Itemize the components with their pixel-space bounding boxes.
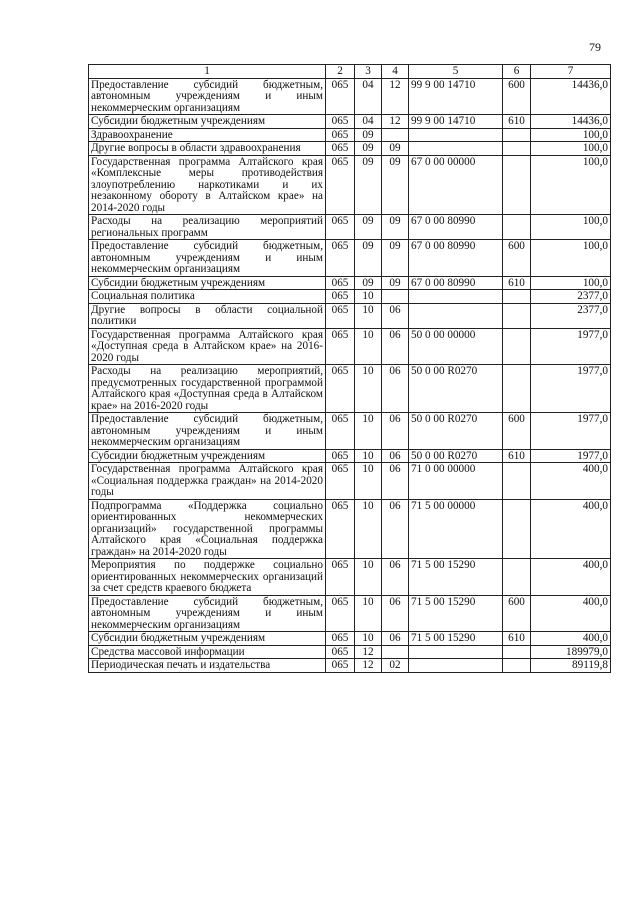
target-article-cell: 50 0 00 00000 bbox=[409, 328, 503, 365]
table-row bbox=[89, 142, 611, 156]
admin-code-cell: 065 bbox=[326, 659, 355, 673]
section-code-cell: 09 bbox=[355, 155, 382, 215]
amount-cell: 400,0 bbox=[531, 632, 611, 646]
row-name-cell: Субсидии бюджетным учреждениям bbox=[89, 632, 326, 646]
section-code-cell: 10 bbox=[355, 290, 382, 304]
amount-cell: 1977,0 bbox=[531, 328, 611, 365]
section-code-cell: 10 bbox=[355, 328, 382, 365]
row-name-cell: Здравоохранение bbox=[89, 128, 326, 142]
row-name-cell: Средства массовой информации bbox=[89, 645, 326, 659]
amount-cell: 100,0 bbox=[531, 240, 611, 277]
target-article-cell bbox=[409, 659, 503, 673]
subsection-code-cell: 06 bbox=[382, 365, 409, 413]
amount-cell: 100,0 bbox=[531, 142, 611, 156]
row-name-cell: Государственная программа Алтайского края «Социальная поддержка граждан» на 2014-2020 годы bbox=[89, 463, 326, 500]
admin-code-cell: 065 bbox=[326, 632, 355, 646]
subsection-code-cell: 06 bbox=[382, 499, 409, 559]
section-code-cell: 12 bbox=[355, 659, 382, 673]
admin-code-cell: 065 bbox=[326, 595, 355, 632]
section-code-cell: 10 bbox=[355, 499, 382, 559]
expense-type-cell bbox=[503, 142, 531, 156]
table-row bbox=[89, 328, 611, 365]
table-row bbox=[89, 595, 611, 632]
amount-cell: 1977,0 bbox=[531, 413, 611, 450]
amount-cell: 2377,0 bbox=[531, 303, 611, 328]
admin-code-cell: 065 bbox=[326, 276, 355, 290]
row-name-cell: Государственная программа Алтайского края «Доступная среда в Алтайском крае» на 2016-2020 годы bbox=[89, 328, 326, 365]
row-name-cell: Государственная программа Алтайского края «Комплексные меры противодействия злоупотреблению наркотиками и их незаконному обороту в Алтайском крае» на 2014-2020 годы bbox=[89, 155, 326, 215]
section-code-cell: 10 bbox=[355, 559, 382, 596]
amount-cell: 2377,0 bbox=[531, 290, 611, 304]
section-code-cell: 10 bbox=[355, 413, 382, 450]
target-article-cell: 67 0 00 80990 bbox=[409, 276, 503, 290]
expense-type-cell bbox=[503, 155, 531, 215]
header-cell: 2 bbox=[326, 65, 355, 79]
amount-cell: 100,0 bbox=[531, 155, 611, 215]
subsection-code-cell: 06 bbox=[382, 463, 409, 500]
admin-code-cell: 065 bbox=[326, 128, 355, 142]
expense-type-cell bbox=[503, 215, 531, 240]
subsection-code-cell: 12 bbox=[382, 78, 409, 115]
table-row bbox=[89, 78, 611, 115]
subsection-code-cell: 09 bbox=[382, 240, 409, 277]
target-article-cell bbox=[409, 128, 503, 142]
row-name-cell: Периодическая печать и издательства bbox=[89, 659, 326, 673]
target-article-cell: 99 9 00 14710 bbox=[409, 115, 503, 129]
table-row bbox=[89, 645, 611, 659]
target-article-cell: 71 5 00 15290 bbox=[409, 595, 503, 632]
table-row bbox=[89, 128, 611, 142]
subsection-code-cell: 12 bbox=[382, 115, 409, 129]
table-row bbox=[89, 240, 611, 277]
admin-code-cell: 065 bbox=[326, 240, 355, 277]
target-article-cell bbox=[409, 303, 503, 328]
amount-cell: 1977,0 bbox=[531, 449, 611, 463]
row-name-cell: Субсидии бюджетным учреждениям bbox=[89, 276, 326, 290]
section-code-cell: 10 bbox=[355, 595, 382, 632]
subsection-code-cell: 06 bbox=[382, 559, 409, 596]
section-code-cell: 04 bbox=[355, 115, 382, 129]
target-article-cell: 67 0 00 80990 bbox=[409, 215, 503, 240]
row-name-cell: Субсидии бюджетным учреждениям bbox=[89, 449, 326, 463]
row-name-cell: Субсидии бюджетным учреждениям bbox=[89, 115, 326, 129]
header-cell: 1 bbox=[89, 65, 326, 79]
amount-cell: 1977,0 bbox=[531, 365, 611, 413]
table-row bbox=[89, 155, 611, 215]
row-name-cell: Предоставление субсидий бюджетным, автономным учреждениям и иным некоммерческим организациям bbox=[89, 595, 326, 632]
amount-cell: 400,0 bbox=[531, 499, 611, 559]
table-header-row bbox=[89, 65, 611, 79]
subsection-code-cell: 06 bbox=[382, 303, 409, 328]
row-name-cell: Предоставление субсидий бюджетным, автономным учреждениям и иным некоммерческим организациям bbox=[89, 240, 326, 277]
subsection-code-cell: 09 bbox=[382, 276, 409, 290]
admin-code-cell: 065 bbox=[326, 290, 355, 304]
header-cell: 6 bbox=[503, 65, 531, 79]
section-code-cell: 09 bbox=[355, 128, 382, 142]
expense-type-cell: 600 bbox=[503, 240, 531, 277]
subsection-code-cell bbox=[382, 645, 409, 659]
expense-type-cell: 600 bbox=[503, 413, 531, 450]
section-code-cell: 10 bbox=[355, 365, 382, 413]
target-article-cell: 50 0 00 R0270 bbox=[409, 413, 503, 450]
amount-cell: 100,0 bbox=[531, 276, 611, 290]
budget-table bbox=[88, 64, 611, 673]
row-name-cell: Предоставление субсидий бюджетным, автономным учреждениям и иным некоммерческим организациям bbox=[89, 413, 326, 450]
section-code-cell: 04 bbox=[355, 78, 382, 115]
section-code-cell: 10 bbox=[355, 463, 382, 500]
header-cell: 5 bbox=[409, 65, 503, 79]
row-name-cell: Предоставление субсидий бюджетным, автономным учреждениям и иным некоммерческим организациям bbox=[89, 78, 326, 115]
target-article-cell bbox=[409, 142, 503, 156]
target-article-cell: 71 5 00 15290 bbox=[409, 559, 503, 596]
section-code-cell: 12 bbox=[355, 645, 382, 659]
table-row bbox=[89, 303, 611, 328]
amount-cell: 400,0 bbox=[531, 595, 611, 632]
subsection-code-cell: 06 bbox=[382, 328, 409, 365]
row-name-cell: Подпрограмма «Поддержка социально ориентированных некоммерческих организаций» государственной программы Алтайского края «Социальная поддержка граждан» на 2014-2020 годы bbox=[89, 499, 326, 559]
row-name-cell: Расходы на реализацию мероприятий региональных программ bbox=[89, 215, 326, 240]
table-row bbox=[89, 632, 611, 646]
section-code-cell: 09 bbox=[355, 276, 382, 290]
section-code-cell: 10 bbox=[355, 632, 382, 646]
table-row bbox=[89, 365, 611, 413]
table-row bbox=[89, 463, 611, 500]
row-name-cell: Расходы на реализацию мероприятий, предусмотренных государственной программой Алтайского края «Доступная среда в Алтайском крае» на 2016-2020 годы bbox=[89, 365, 326, 413]
admin-code-cell: 065 bbox=[326, 328, 355, 365]
amount-cell: 14436,0 bbox=[531, 78, 611, 115]
target-article-cell bbox=[409, 290, 503, 304]
section-code-cell: 09 bbox=[355, 240, 382, 277]
table-row bbox=[89, 559, 611, 596]
admin-code-cell: 065 bbox=[326, 559, 355, 596]
expense-type-cell bbox=[503, 645, 531, 659]
amount-cell: 100,0 bbox=[531, 215, 611, 240]
target-article-cell: 50 0 00 R0270 bbox=[409, 365, 503, 413]
header-cell: 3 bbox=[355, 65, 382, 79]
expense-type-cell bbox=[503, 303, 531, 328]
section-code-cell: 09 bbox=[355, 215, 382, 240]
target-article-cell: 71 5 00 15290 bbox=[409, 632, 503, 646]
row-name-cell: Другие вопросы в области здравоохранения bbox=[89, 142, 326, 156]
admin-code-cell: 065 bbox=[326, 365, 355, 413]
admin-code-cell: 065 bbox=[326, 215, 355, 240]
table-row bbox=[89, 499, 611, 559]
amount-cell: 400,0 bbox=[531, 463, 611, 500]
expense-type-cell bbox=[503, 499, 531, 559]
target-article-cell: 99 9 00 14710 bbox=[409, 78, 503, 115]
admin-code-cell: 065 bbox=[326, 413, 355, 450]
amount-cell: 189979,0 bbox=[531, 645, 611, 659]
target-article-cell: 67 0 00 00000 bbox=[409, 155, 503, 215]
expense-type-cell: 600 bbox=[503, 78, 531, 115]
table-row bbox=[89, 115, 611, 129]
subsection-code-cell bbox=[382, 128, 409, 142]
subsection-code-cell: 06 bbox=[382, 595, 409, 632]
target-article-cell: 71 0 00 00000 bbox=[409, 463, 503, 500]
subsection-code-cell: 06 bbox=[382, 449, 409, 463]
table-row bbox=[89, 449, 611, 463]
expense-type-cell bbox=[503, 559, 531, 596]
admin-code-cell: 065 bbox=[326, 645, 355, 659]
expense-type-cell bbox=[503, 290, 531, 304]
subsection-code-cell: 06 bbox=[382, 413, 409, 450]
expense-type-cell bbox=[503, 659, 531, 673]
row-name-cell: Социальная политика bbox=[89, 290, 326, 304]
expense-type-cell bbox=[503, 128, 531, 142]
admin-code-cell: 065 bbox=[326, 78, 355, 115]
expense-type-cell: 600 bbox=[503, 595, 531, 632]
amount-cell: 89119,8 bbox=[531, 659, 611, 673]
row-name-cell: Другие вопросы в области социальной политики bbox=[89, 303, 326, 328]
target-article-cell: 67 0 00 80990 bbox=[409, 240, 503, 277]
subsection-code-cell: 09 bbox=[382, 142, 409, 156]
subsection-code-cell: 06 bbox=[382, 632, 409, 646]
header-cell: 4 bbox=[382, 65, 409, 79]
subsection-code-cell bbox=[382, 290, 409, 304]
section-code-cell: 09 bbox=[355, 142, 382, 156]
admin-code-cell: 065 bbox=[326, 142, 355, 156]
amount-cell: 100,0 bbox=[531, 128, 611, 142]
expense-type-cell: 610 bbox=[503, 449, 531, 463]
header-cell: 7 bbox=[531, 65, 611, 79]
table-row bbox=[89, 215, 611, 240]
admin-code-cell: 065 bbox=[326, 449, 355, 463]
amount-cell: 400,0 bbox=[531, 559, 611, 596]
target-article-cell bbox=[409, 645, 503, 659]
expense-type-cell: 610 bbox=[503, 115, 531, 129]
expense-type-cell bbox=[503, 463, 531, 500]
admin-code-cell: 065 bbox=[326, 155, 355, 215]
expense-type-cell bbox=[503, 328, 531, 365]
admin-code-cell: 065 bbox=[326, 463, 355, 500]
row-name-cell: Мероприятия по поддержке социально ориентированных некоммерческих организаций за счет средств краевого бюджета bbox=[89, 559, 326, 596]
subsection-code-cell: 09 bbox=[382, 215, 409, 240]
page-number: 79 bbox=[589, 40, 601, 54]
subsection-code-cell: 09 bbox=[382, 155, 409, 215]
amount-cell: 14436,0 bbox=[531, 115, 611, 129]
target-article-cell: 71 5 00 00000 bbox=[409, 499, 503, 559]
admin-code-cell: 065 bbox=[326, 499, 355, 559]
expense-type-cell bbox=[503, 365, 531, 413]
table-row bbox=[89, 276, 611, 290]
subsection-code-cell: 02 bbox=[382, 659, 409, 673]
admin-code-cell: 065 bbox=[326, 115, 355, 129]
table-row bbox=[89, 290, 611, 304]
target-article-cell: 50 0 00 R0270 bbox=[409, 449, 503, 463]
expense-type-cell: 610 bbox=[503, 276, 531, 290]
table-row bbox=[89, 413, 611, 450]
section-code-cell: 10 bbox=[355, 449, 382, 463]
admin-code-cell: 065 bbox=[326, 303, 355, 328]
section-code-cell: 10 bbox=[355, 303, 382, 328]
table-row bbox=[89, 659, 611, 673]
expense-type-cell: 610 bbox=[503, 632, 531, 646]
